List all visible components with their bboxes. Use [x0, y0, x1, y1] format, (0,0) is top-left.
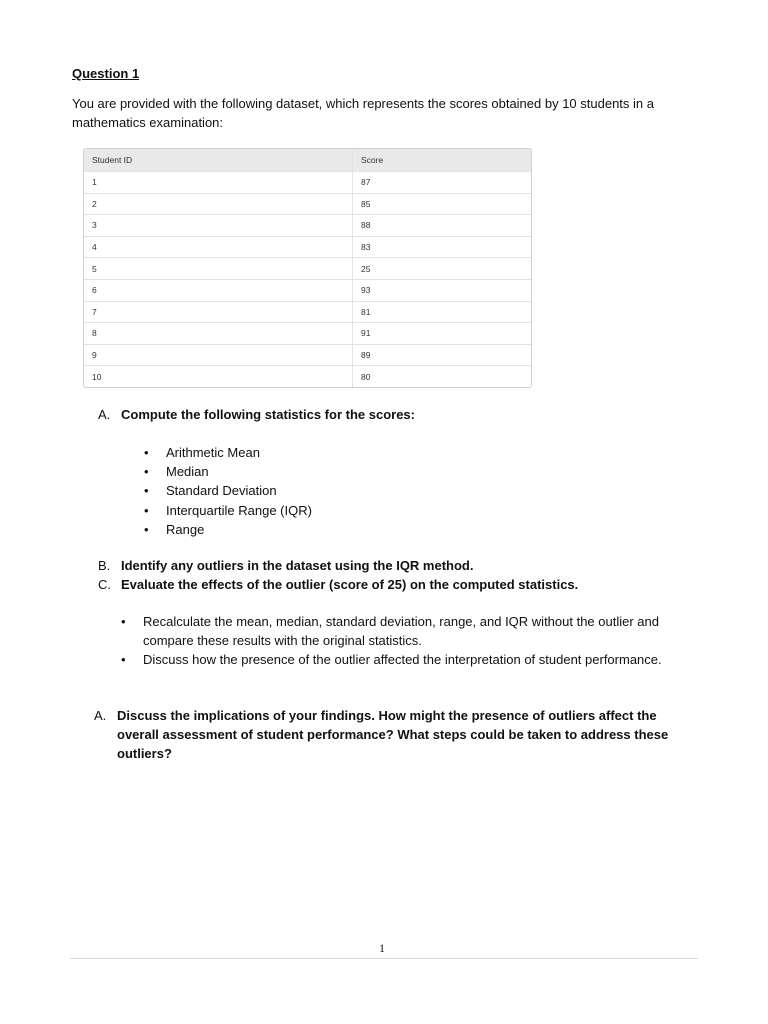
score-cell: 87 [361, 177, 371, 188]
table-row [84, 279, 531, 301]
score-cell: 89 [361, 350, 371, 361]
student-id-cell: 10 [84, 366, 353, 387]
student-id-cell: 2 [84, 194, 353, 215]
part-a-text: Compute the following statistics for the scores: [121, 407, 415, 422]
part-a-label: A. [98, 407, 111, 422]
part-c [98, 575, 718, 594]
question-title: Question 1 [72, 66, 140, 81]
list-item [121, 650, 701, 669]
list-item [144, 443, 544, 462]
table-header-row [84, 149, 531, 171]
list-item-text: Discuss how the presence of the outlier affected the interpretation of student performance. [143, 652, 662, 668]
list-item [121, 612, 701, 650]
list-item-text: Arithmetic Mean [166, 445, 260, 460]
bullet-icon: • [121, 614, 126, 629]
part-c-text: Evaluate the effects of the outlier (score of 25) on the computed statistics. [121, 577, 579, 592]
table-row [84, 365, 531, 387]
score-cell: 88 [361, 220, 371, 231]
table-row [84, 236, 531, 258]
list-item-text: Median [166, 464, 209, 480]
part-b [98, 556, 698, 575]
scores-table [83, 148, 532, 388]
bullet-icon: • [144, 483, 149, 499]
student-id-cell: 1 [84, 172, 353, 193]
bullet-icon: • [144, 445, 149, 460]
table-row [84, 344, 531, 366]
student-id-cell: 6 [84, 280, 353, 301]
list-item-text: Standard Deviation [166, 483, 277, 499]
part-a [98, 405, 698, 424]
score-cell: 83 [361, 242, 371, 253]
table-row [84, 171, 531, 193]
table-row [84, 322, 531, 344]
list-item-text: Range [166, 521, 205, 537]
table-row [84, 301, 531, 323]
part-discussion-text: Discuss the implications of your findings. How might the presence of outliers affect the overall assessment of student performance? What steps could be taken to address these outliers? [117, 708, 669, 761]
score-cell: 85 [361, 198, 371, 209]
part-discussion [94, 706, 704, 766]
student-id-cell: 3 [84, 215, 353, 236]
student-id-cell: 9 [84, 345, 353, 366]
bullet-icon: • [121, 652, 126, 668]
header-score: Score [361, 155, 384, 165]
score-cell: 25 [361, 263, 371, 274]
list-item-text: Recalculate the mean, median, standard deviation, range, and IQR without the outlier and compare these results with the original statistics. [143, 614, 659, 649]
bullet-icon: • [144, 502, 149, 518]
table-row [84, 257, 531, 279]
bullet-icon: • [144, 521, 149, 537]
question-intro: You are provided with the following dataset, which represents the scores obtained by 10 students in a mathematics examination: [72, 96, 654, 130]
list-item [144, 481, 544, 500]
page-number: 1 [379, 941, 385, 955]
outlier-tasks-list [121, 612, 701, 670]
score-cell: 80 [361, 371, 371, 382]
score-cell: 91 [361, 328, 371, 339]
part-c-label: C. [98, 577, 111, 592]
bullet-icon: • [144, 464, 149, 480]
list-item-text: Interquartile Range (IQR) [166, 502, 312, 518]
part-b-text: Identify any outliers in the dataset using the IQR method. [121, 558, 474, 573]
list-item [144, 520, 544, 539]
student-id-cell: 7 [84, 302, 353, 323]
part-discussion-label: A. [94, 708, 107, 723]
student-id-cell: 5 [84, 258, 353, 279]
table-row [84, 193, 531, 215]
part-b-label: B. [98, 558, 111, 573]
statistics-list [144, 443, 544, 539]
list-item [144, 462, 544, 481]
list-item [144, 501, 544, 520]
student-id-cell: 8 [84, 323, 353, 344]
score-cell: 93 [361, 285, 371, 296]
header-student-id: Student ID [84, 149, 353, 171]
footer-divider [70, 958, 698, 959]
table-row [84, 214, 531, 236]
score-cell: 81 [361, 306, 371, 317]
student-id-cell: 4 [84, 237, 353, 258]
